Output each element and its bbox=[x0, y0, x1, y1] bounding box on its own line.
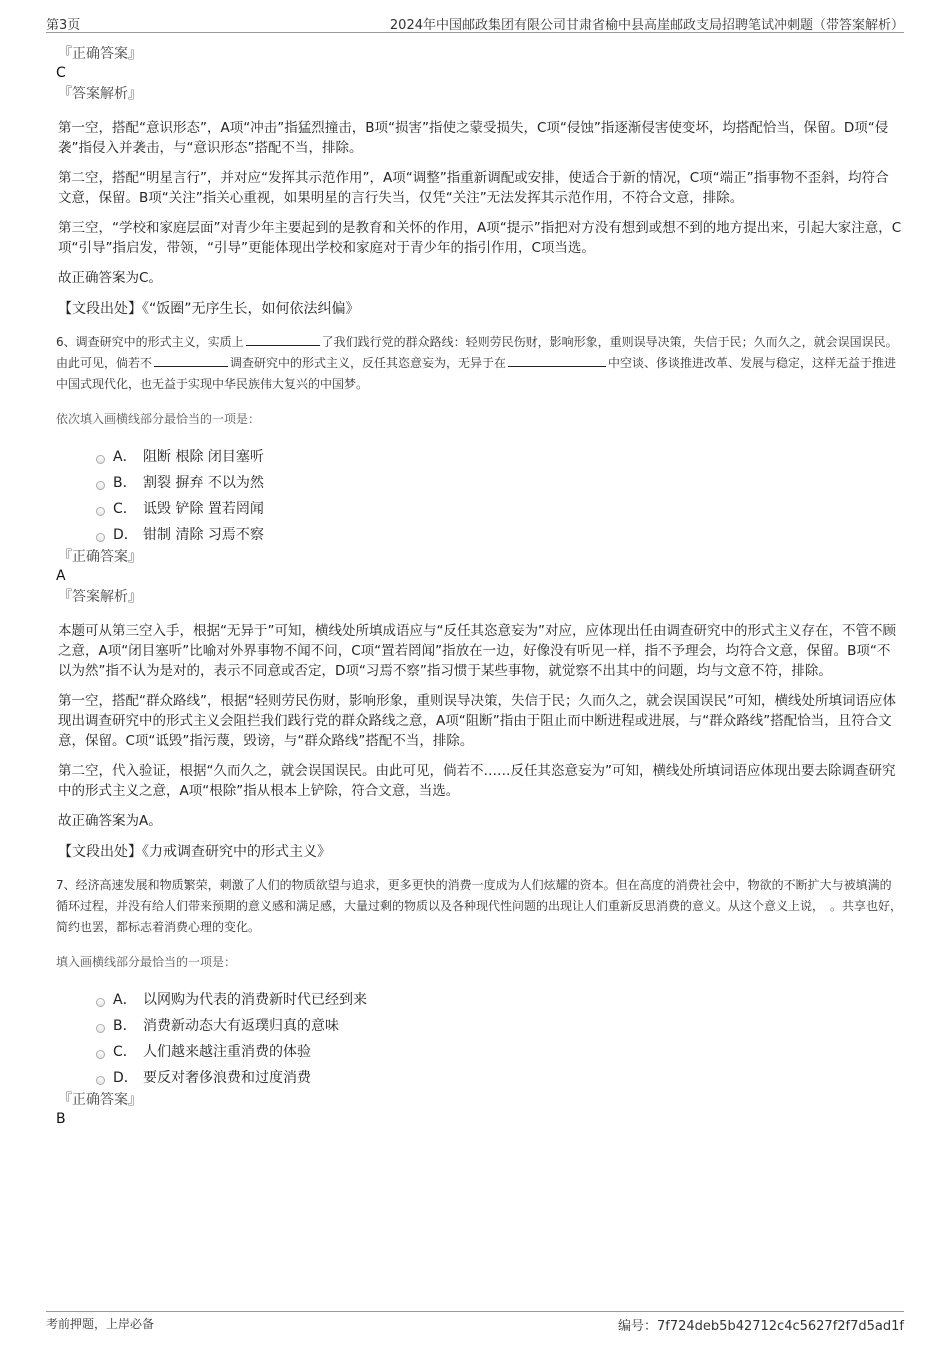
option-b[interactable] bbox=[96, 469, 902, 495]
analysis-paragraph: 第二空，代入验证，根据“久而久之，就会误国误民。由此可见，倘若不……反任其恣意妄为”可知，横线处所填词语应体现出要去除调查研究中的形式主义之意，A项“根除”指从根本上铲除，符合文意，当选。 bbox=[58, 763, 896, 799]
radio-button[interactable] bbox=[96, 1024, 105, 1033]
option-text: 钳制 清除 习焉不察 bbox=[143, 527, 264, 543]
question-number: 6、 bbox=[56, 335, 76, 349]
question-7 bbox=[56, 875, 902, 1128]
option-letter: D． bbox=[113, 527, 138, 543]
option-c[interactable] bbox=[96, 1038, 902, 1064]
analysis-conclusion: 故正确答案为A。 bbox=[58, 813, 162, 829]
radio-button[interactable] bbox=[96, 455, 105, 464]
option-text: 割裂 摒弃 不以为然 bbox=[143, 475, 264, 491]
option-list bbox=[96, 443, 902, 547]
option-d[interactable] bbox=[96, 1064, 902, 1090]
option-a[interactable] bbox=[96, 443, 902, 469]
option-list bbox=[96, 986, 902, 1090]
radio-button[interactable] bbox=[96, 533, 105, 542]
question-stem bbox=[56, 332, 902, 395]
blank-2 bbox=[154, 353, 228, 367]
page-footer bbox=[46, 1311, 904, 1334]
option-letter: C． bbox=[113, 1044, 137, 1060]
correct-answer-value: B bbox=[56, 1111, 66, 1127]
option-letter: C． bbox=[113, 501, 137, 517]
page-header bbox=[46, 12, 904, 33]
stem-text: 调查研究中的形式主义，实质上 bbox=[75, 335, 244, 349]
radio-button[interactable] bbox=[96, 1050, 105, 1059]
correct-answer-label: 『正确答案』 bbox=[58, 1092, 142, 1108]
analysis-paragraph: 本题可从第三空入手，根据“无异于”可知，横线处所填成语应与“反任其恣意妄为”对应，应体现出任由调查研究中的形式主义存在，不管不顾之意，A项“闭目塞听”比喻对外界事物不闻不问，C项“置若罔闻”指放在一边，好像没有听见一样，指不予理会，均符合文意，保留。B项“不以为然”指不认为是对的，表示不同意或否定，D项“习焉不察”指习惯于某些事物，就觉察不出其中的问题，均与文意不符，排除。 bbox=[58, 623, 896, 679]
analysis-paragraph: 第一空，搭配“群众路线”，根据“轻则劳民伤财，影响形象，重则误导决策，失信于民；久而久之，就会误国误民”可知，横线处所填词语应体现出调查研究中的形式主义会阻拦我们践行党的群众路线之意，A项“阻断”指由于阻止而中断进程或进展，与“群众路线”搭配恰当，且符合文意，保留。C项“诋毁”指污蔑，毁谤，与“群众路线”搭配不当，排除。 bbox=[58, 693, 896, 749]
option-text: 人们越来越注重消费的体验 bbox=[143, 1044, 311, 1060]
option-letter: B． bbox=[113, 475, 137, 491]
stem-text: 中空谈、侈谈推进改革、发展与稳定，这样无益于推进中国式现代化，也无益于实现中华民族伟大复兴的中国梦。 bbox=[56, 356, 897, 391]
question-stem bbox=[56, 875, 902, 938]
option-text: 以网购为代表的消费新时代已经到来 bbox=[143, 992, 367, 1008]
option-letter: D． bbox=[113, 1070, 138, 1086]
question-prompt: 依次填入画横线部分最恰当的一项是： bbox=[56, 412, 261, 426]
source-citation: 【文段出处】《力戒调查研究中的形式主义》 bbox=[58, 844, 331, 860]
radio-button[interactable] bbox=[96, 481, 105, 490]
correct-answer-label: 『正确答案』 bbox=[58, 549, 142, 565]
stem-text: 了我们践行党的群众路线：轻则劳民伤财，影响形象，重则误导决策，失信于民；久而久之，就会误国误民。由此可见，倘若不 bbox=[56, 335, 898, 370]
correct-answer-value: A bbox=[56, 568, 66, 584]
footer-slogan: 考前押题，上岸必备 bbox=[46, 1317, 155, 1331]
option-text: 阻断 根除 闭目塞听 bbox=[143, 449, 264, 465]
page-content bbox=[56, 44, 902, 1128]
q5-answer-block bbox=[56, 44, 902, 320]
correct-answer-label: 『正确答案』 bbox=[58, 46, 142, 62]
option-b[interactable] bbox=[96, 1012, 902, 1038]
option-c[interactable] bbox=[96, 495, 902, 521]
radio-button[interactable] bbox=[96, 1076, 105, 1085]
question-prompt: 填入画横线部分最恰当的一项是： bbox=[56, 955, 237, 969]
document-serial: 编号：7f724deb5b42712c4c5627f2f7d5ad1f bbox=[618, 1319, 904, 1334]
radio-button[interactable] bbox=[96, 998, 105, 1007]
correct-answer-value: C bbox=[56, 65, 66, 81]
option-letter: A． bbox=[113, 449, 137, 465]
analysis-label: 『答案解析』 bbox=[58, 86, 142, 102]
analysis-paragraph: 第二空，搭配“明星言行”，并对应“发挥其示范作用”，A项“调整”指重新调配或安排，使适合于新的情况，C项“端正”指事物不歪斜，均符合文意，保留。B项“关注”指关心重视，如果明星的言行失当，仅凭“关注”无法发挥其示范作用，不符合文意，排除。 bbox=[58, 170, 889, 206]
question-number: 7、 bbox=[56, 878, 76, 892]
option-d[interactable] bbox=[96, 521, 902, 547]
analysis-paragraph: 第一空，搭配“意识形态”，A项“冲击”指猛烈撞击，B项“损害”指使之蒙受损失，C项“侵蚀”指逐渐侵害使变坏，均搭配恰当，保留。D项“侵袭”指侵入并袭击，与“意识形态”搭配不当，排除。 bbox=[58, 120, 889, 156]
analysis-label: 『答案解析』 bbox=[58, 589, 142, 605]
option-letter: A． bbox=[113, 992, 137, 1008]
source-citation: 【文段出处】《“饭圈”无序生长，如何依法纠偏》 bbox=[58, 301, 360, 317]
page-number: 第3页 bbox=[46, 18, 81, 33]
option-text: 要反对奢侈浪费和过度消费 bbox=[143, 1070, 311, 1086]
option-text: 诋毁 铲除 置若罔闻 bbox=[143, 501, 264, 517]
analysis-conclusion: 故正确答案为C。 bbox=[58, 270, 162, 286]
blank-3 bbox=[508, 353, 606, 367]
analysis-paragraph: 第三空，“学校和家庭层面”对青少年主要起到的是教育和关怀的作用，A项“提示”指把对方没有想到或想不到的地方提出来，引起大家注意，C项“引导”指启发，带领，“引导”更能体现出学校和家庭对于青少年的指引作用，C项当选。 bbox=[58, 220, 902, 256]
question-6 bbox=[56, 332, 902, 863]
stem-text: 经济高速发展和物质繁荣，刺激了人们的物质欲望与追求，更多更快的消费一度成为人们炫耀的资本。但在高度的消费社会中，物欲的不断扩大与被填满的循环过程，并没有给人们带来预期的意义感和满足感，大量过剩的物质以及各种现代性问题的出现让人们重新反思消费的意义。从这个意义上说， 。共享也好，简约也罢，都标志着消费心理的变化。 bbox=[56, 878, 903, 934]
radio-button[interactable] bbox=[96, 507, 105, 516]
option-a[interactable] bbox=[96, 986, 902, 1012]
document-title: 2024年中国邮政集团有限公司甘肃省榆中县高崖邮政支局招聘笔试冲刺题（带答案解析） bbox=[389, 18, 904, 33]
option-text: 消费新动态大有返璞归真的意味 bbox=[143, 1018, 339, 1034]
blank-1 bbox=[246, 332, 320, 346]
option-letter: B． bbox=[113, 1018, 137, 1034]
stem-text: 调查研究中的形式主义，反任其恣意妄为，无异于在 bbox=[230, 356, 507, 370]
